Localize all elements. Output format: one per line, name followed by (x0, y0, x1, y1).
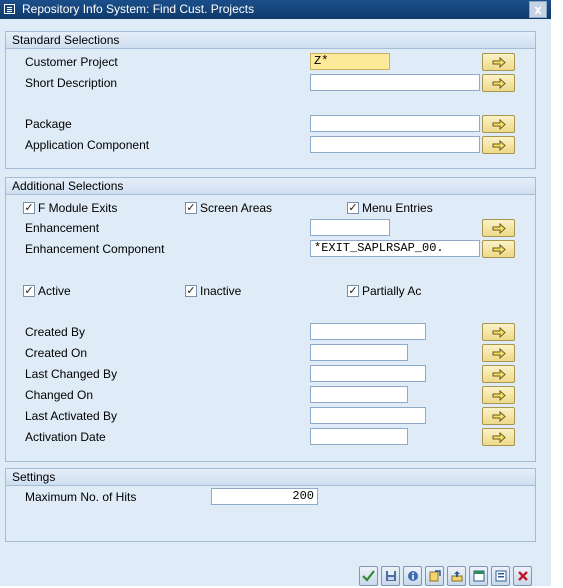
save-variant-icon (385, 570, 397, 582)
dynamic-selections-icon (473, 570, 485, 582)
get-variant-button[interactable] (425, 566, 444, 586)
customer-project-field[interactable]: Z* (310, 53, 390, 70)
package-field[interactable] (310, 115, 480, 132)
enhancement-component-field[interactable]: *EXIT_SAPLRSAP_00. (310, 240, 480, 257)
activation-date-multi-select-button[interactable] (482, 428, 515, 446)
changed-on-label: Changed On (25, 388, 94, 402)
max-hits-field[interactable]: 200 (211, 488, 318, 505)
info-button[interactable] (403, 566, 422, 586)
application-component-label: Application Component (25, 138, 150, 152)
last-changed-by-multi-select-button[interactable] (482, 365, 515, 383)
active-label: Active (38, 284, 71, 298)
package-multi-select-button[interactable] (482, 115, 515, 133)
execute-checkmark-icon (362, 570, 375, 582)
customer-project-label: Customer Project (25, 55, 118, 69)
menu-entries-label: Menu Entries (362, 201, 433, 215)
enhancement-multi-select-button[interactable] (482, 219, 515, 237)
activation-date-field[interactable] (310, 428, 408, 445)
f-module-exits-checkbox[interactable]: ✓ (24, 202, 34, 214)
multiple-selection-arrow-icon (492, 57, 506, 68)
multiple-selection-arrow-icon (492, 119, 506, 130)
changed-on-field[interactable] (310, 386, 408, 403)
multiple-selection-arrow-icon (492, 390, 506, 401)
short-description-field[interactable] (310, 74, 480, 91)
cancel-button[interactable] (513, 566, 532, 586)
created-by-label: Created By (25, 325, 86, 339)
title-bar (0, 0, 551, 19)
execute-button[interactable] (359, 566, 378, 586)
upload-button[interactable] (447, 566, 466, 586)
additional-selections-header: Additional Selections (6, 178, 535, 195)
save-variant-button[interactable] (381, 566, 400, 586)
window-title: Repository Info System: Find Cust. Projects (22, 2, 255, 16)
enhancement-label: Enhancement (25, 221, 100, 235)
created-on-field[interactable] (310, 344, 408, 361)
window-menu-icon[interactable] (4, 4, 15, 14)
screen-areas-checkbox[interactable]: ✓ (186, 202, 196, 214)
short-description-multi-select-button[interactable] (482, 74, 515, 92)
close-button[interactable]: x (529, 1, 547, 18)
screen-areas-label: Screen Areas (200, 201, 273, 215)
multiple-selection-arrow-icon (492, 369, 506, 380)
created-on-multi-select-button[interactable] (482, 344, 515, 362)
enhancement-component-label: Enhancement Component (25, 242, 165, 256)
max-hits-label: Maximum No. of Hits (25, 490, 137, 504)
multiple-selection-arrow-icon (492, 327, 506, 338)
inactive-label: Inactive (200, 284, 242, 298)
application-component-multi-select-button[interactable] (482, 136, 515, 154)
enhancement-component-multi-select-button[interactable] (482, 240, 515, 258)
last-activated-by-label: Last Activated By (25, 409, 118, 423)
info-icon (407, 570, 419, 582)
dynamic-selections-button[interactable] (469, 566, 488, 586)
additional-selections-group (5, 177, 536, 462)
created-on-label: Created On (25, 346, 88, 360)
standard-selections-group (5, 31, 536, 169)
package-label: Package (25, 117, 72, 131)
multiple-selection-arrow-icon (492, 223, 506, 234)
multiple-selection-arrow-icon (492, 78, 506, 89)
standard-selections-header: Standard Selections (6, 32, 535, 49)
multiple-selection-arrow-icon (492, 432, 506, 443)
last-changed-by-label: Last Changed By (25, 367, 118, 381)
active-checkbox[interactable]: ✓ (24, 285, 34, 297)
last-activated-by-field[interactable] (310, 407, 426, 424)
upload-icon (451, 570, 463, 582)
menu-entries-checkbox[interactable]: ✓ (348, 202, 358, 214)
application-component-field[interactable] (310, 136, 480, 153)
customer-project-multi-select-button[interactable] (482, 53, 515, 71)
multiple-selection-arrow-icon (492, 244, 506, 255)
created-by-multi-select-button[interactable] (482, 323, 515, 341)
get-variant-icon (429, 570, 441, 582)
multiple-selection-arrow-icon (492, 140, 506, 151)
partially-active-label: Partially Ac (362, 284, 422, 298)
cancel-icon (517, 570, 529, 582)
last-changed-by-field[interactable] (310, 365, 426, 382)
f-module-exits-label: F Module Exits (38, 201, 118, 215)
settings-header: Settings (6, 469, 535, 486)
created-by-field[interactable] (310, 323, 426, 340)
short-description-label: Short Description (25, 76, 118, 90)
settings-group (5, 468, 536, 542)
activation-date-label: Activation Date (25, 430, 106, 444)
last-activated-by-multi-select-button[interactable] (482, 407, 515, 425)
selection-options-button[interactable] (491, 566, 510, 586)
partially-active-checkbox[interactable]: ✓ (348, 285, 358, 297)
inactive-checkbox[interactable]: ✓ (186, 285, 196, 297)
enhancement-field[interactable] (310, 219, 390, 236)
changed-on-multi-select-button[interactable] (482, 386, 515, 404)
multiple-selection-arrow-icon (492, 411, 506, 422)
selection-options-icon (495, 570, 507, 582)
multiple-selection-arrow-icon (492, 348, 506, 359)
